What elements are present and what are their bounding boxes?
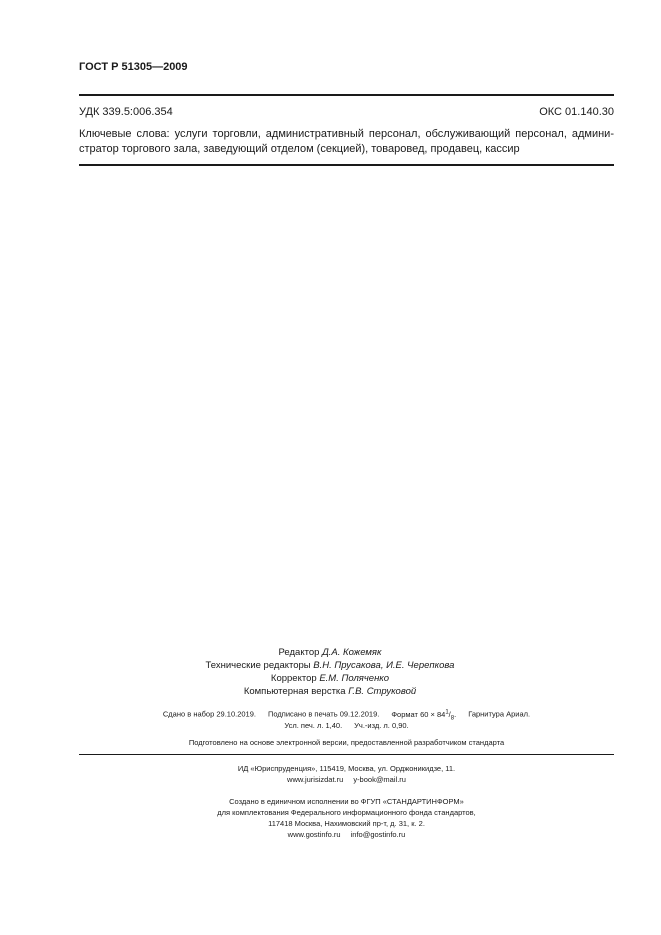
print-sheets: Усл. печ. л. 1,40. (284, 721, 343, 730)
print-format: Формат $60 \times 84^1/_8$. (391, 709, 457, 721)
imprint-line-1 (79, 709, 614, 721)
tech-editors-names: В.Н. Прусакова, И.Е. Черепкова (313, 660, 455, 671)
tech-editors-row (79, 659, 581, 672)
producer-line-1: Создано в единичном исполнении во ФГУП «СТАНДАРТИНФОРМ» (229, 797, 464, 806)
imprint-divider (79, 754, 614, 755)
producer-email-link[interactable]: info@gostinfo.ru (350, 830, 406, 839)
producer-site-link[interactable]: www.gostinfo.ru (287, 830, 341, 839)
keywords-paragraph (79, 127, 614, 157)
publisher-block (79, 763, 614, 785)
layout-label: Компьютерная верстка (243, 686, 349, 697)
keywords-divider (79, 164, 614, 166)
publisher-contacts (79, 774, 614, 785)
typeface: Гарнитура Ариал. (468, 709, 531, 719)
producer-line-3: 117418 Москва, Нахимовский пр-т, д. 31, к. 2. (268, 819, 425, 828)
top-divider (79, 94, 614, 96)
standard-number: ГОСТ Р 51305—2009 (79, 61, 188, 73)
submitted-date: Сдано в набор 29.10.2019. (162, 709, 256, 719)
udc-code: УДК 339.5:006.354 (79, 106, 173, 118)
publisher-address: ИД «Юриспруденция», 115419, Москва, ул. Орджоникидзе, 11. (237, 764, 456, 773)
signed-date: Подписано в печать 09.12.2019. (267, 709, 380, 719)
layout-row (79, 685, 581, 698)
corrector-name: Е.М. Поляченко (319, 673, 390, 684)
producer-contacts (79, 829, 614, 840)
editor-name: Д.А. Кожемяк (322, 647, 382, 658)
producer-block (79, 796, 614, 840)
corrector-row (79, 672, 581, 685)
prepared-note: Подготовлено на основе электронной версии, предоставленной разработчиком стандарта (188, 738, 505, 747)
credits-block (79, 646, 581, 698)
editor-label: Редактор (278, 647, 323, 658)
imprint-line-2 (79, 721, 614, 730)
publisher-site-link[interactable]: www.jurisizdat.ru (287, 775, 344, 784)
corrector-label: Корректор (270, 673, 320, 684)
editor-row (79, 646, 581, 659)
producer-line-2: для комплектования Федерального информационного фонда стандартов, (217, 808, 476, 817)
publication-sheets: Уч.-изд. л. 0,90. (354, 721, 409, 730)
keywords-line-1: Ключевые слова: услуги торговли, административный персонал, обслуживающий персонал, админи- (79, 128, 614, 140)
publisher-email-link[interactable]: y-book@mail.ru (353, 775, 406, 784)
layout-name: Г.В. Струковой (348, 686, 417, 697)
tech-editors-label: Технические редакторы (205, 660, 314, 671)
keywords-line-2: стратор торгового зала, заведующий отделом (секцией), товаровед, продавец, кассир (79, 143, 520, 155)
oks-code: ОКС 01.140.30 (539, 106, 614, 118)
